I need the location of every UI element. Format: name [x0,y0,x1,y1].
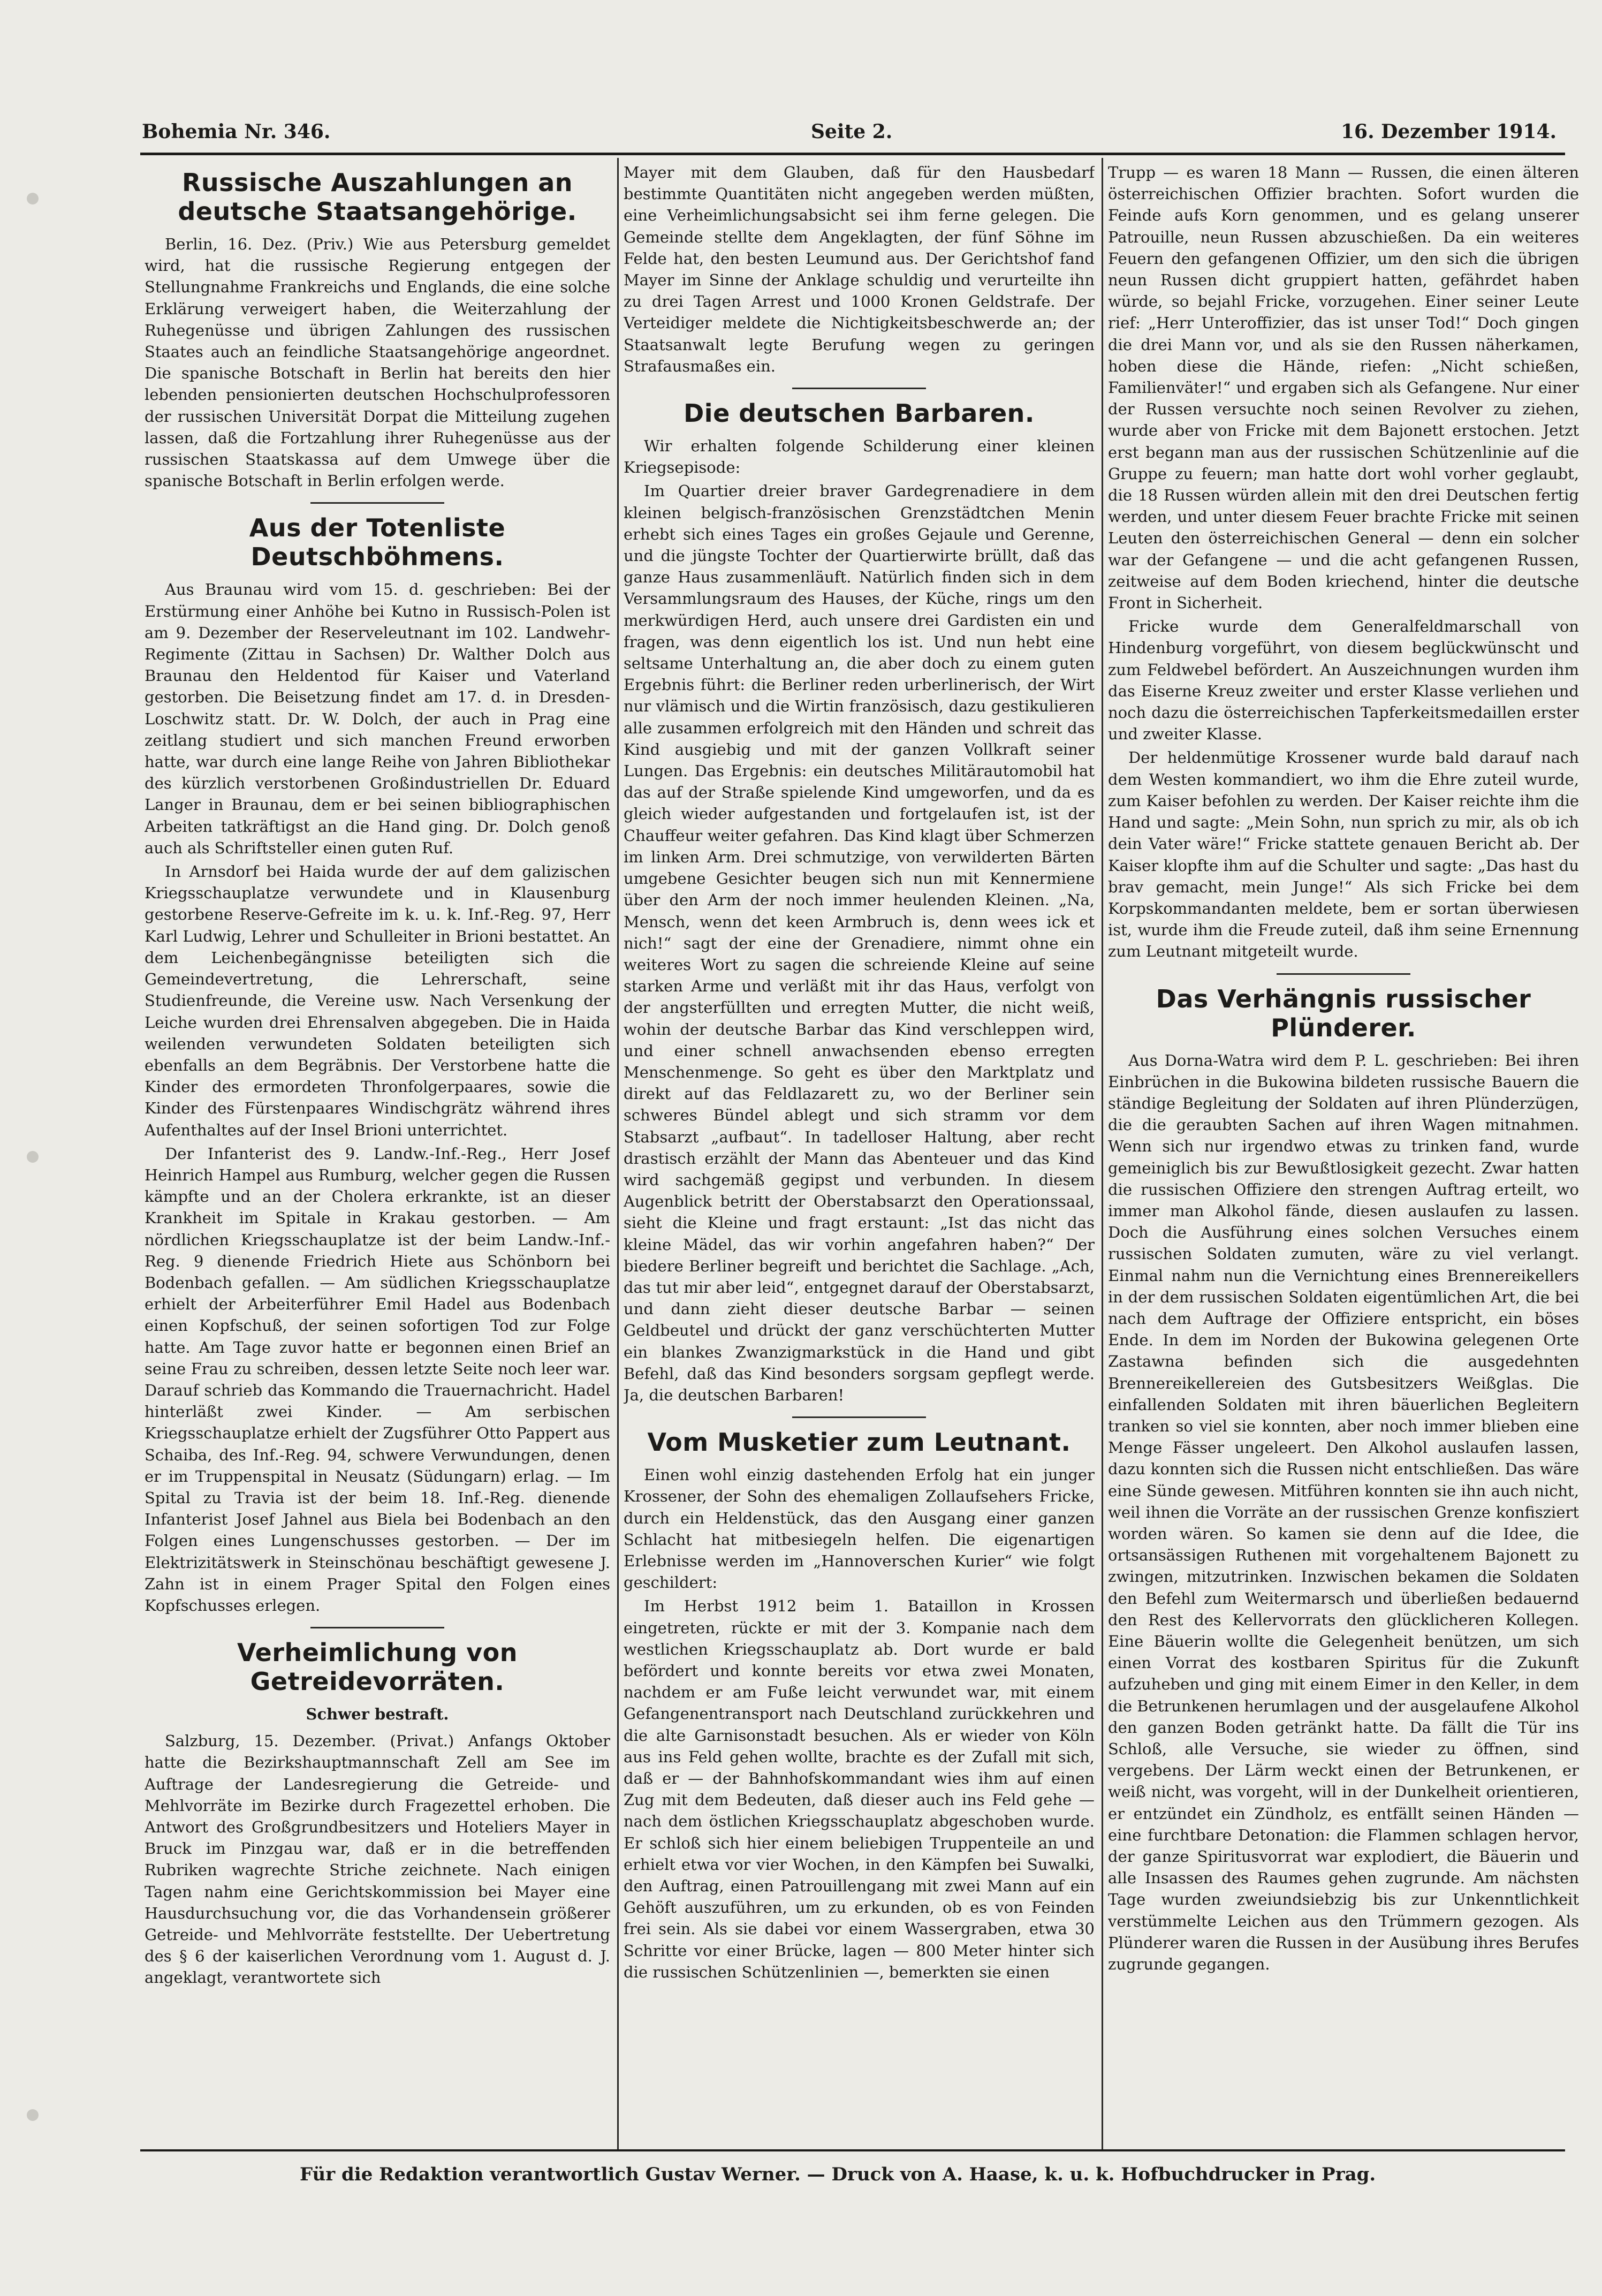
column-2 [624,162,1095,2148]
article-title: Das Verhängnis russischer Plünderer. [1156,984,1531,1042]
article-getreidevorraete [145,1638,610,1988]
article-paragraph: Wir erhalten folgende Schilderung einer kleinen Kriegsepisode: [624,437,1095,477]
imprint-footer: Für die Redaktion verantwortlich Gustav Werner. — Druck von A. Haase, k. u. k. Hofbuchdrucker in Prag. [300,2164,1376,2185]
article-title: Russische Auszahlungen an deutsche Staatsangehörige. [178,168,577,226]
article-paragraph: Einen wohl einzig dastehenden Erfolg hat ein junger Krossener, der Sohn des ehemaligen Zollaufsehers Fricke, durch ein Heldenstück, das den Ausgang einer ganzen Schlacht hat mitbesiegeln helfen. Die eigenartigen Erlebnisse werden im „Hannoverschen Kurier“ wie folgt geschildert: [624,1466,1095,1592]
article-separator [792,388,926,389]
article-paragraph: Aus Dorna-Watra wird dem P. L. geschrieben: Bei ihren Einbrüchen in die Bukowina bildeten russische Bauern die ständige Begleitung der Soldaten auf ihren Plünderzügen, die die geraubten Sachen auf ihren Wagen mitnahmen. Wenn sich nur irgendwo etwas zu trinken fand, wurde gemeiniglich bis zur Bewußtlosigkeit gezecht. Zwar hatten die russischen Offiziere den strengen Auftrag erteilt, wo immer man Alkohol fände, diesen auslaufen zu lassen. Doch die Ausführung eines solchen Versuches einem russischen Soldaten zumuten, wäre zu viel verlangt. Einmal nahm nun die Vernichtung eines Brennereikellers in der dem russischen Soldaten eigentümlichen Art, die bei nach dem Auftrage der Offiziere entspricht, ein böses Ende. In dem im Norden der Bukowina gelegenen Orte Zastawna befinden sich die ausgedehnten Brennereikellereien des Gutsbesitzers Weißglas. Die einfallenden Soldaten mit ihren bäuerlichen Begleitern tranken so viel sie konnten, aber noch immer blieben eine Menge Fässer ungeleert. Den Alkohol auslaufen lassen, dazu konnten sich die Russen nicht entschließen. Das wäre eine Sünde gewesen. Mitführen konnten sie ihn auch nicht, weil ihnen die Vorräte an der russischen Grenze konfisziert worden wären. So kamen sie denn auf die Idee, die ortsansässigen Ruthenen mit vorgehaltenem Bajonett zu zwingen, mitzutrinken. Inzwischen bekamen die Soldaten den Befehl zum Weitermarsch und überließen bedauernd den Rest des Kellervorrats den glücklicheren Kollegen. Eine Bäuerin wollte die Gelegenheit benützen, um sich einen Vorrat des kostbaren Spiritus für die Zukunft aufzuheben und ging mit einem Eimer in den Keller, in dem die Betrunkenen herumlagen und der ausgelaufene Alkohol den ganzen Boden getränkt hatte. Da fällt die Tür ins Schloß, alle Versuche, sie wieder zu öffnen, sind vergebens. Der Lärm weckt einen der Betrunkenen, er weiß nicht, was vorgeht, will in der Dunkelheit orientieren, er entzündet ein Zündholz, es entfällt seinen Händen — eine furchtbare Detonation: die Flammen schlagen hervor, der ganze Spiritusvorrat war explodiert, die Bäuerin und alle Insassen des Raumes gehen zugrunde. Am nächsten Tage wurden zweiundsiebzig bis zur Unkenntlichkeit verstümmelte Leichen aus den Trümmern gezogen. Als Plünderer waren die Russen in der Ausübung ihres Berufes zugrunde gegangen. [1108,1051,1579,1974]
article-paragraph: In Arnsdorf bei Haida wurde der auf dem galizischen Kriegsschauplatze verwundete und in Klausenburg gestorbene Reserve-Gefreite im k. u. k. Inf.-Reg. 97, Herr Karl Ludwig, Lehrer und Schulleiter in Brioni bestattet. An dem Leichenbegängnisse beteiligten sich die Gemeindevertretung, die Lehrerschaft, seine Studienfreunde, die Vereine usw. Nach Versenkung der Leiche wurden drei Ehrensalven abgegeben. Die in Haida weilenden verwundeten Soldaten beteiligten sich ebenfalls an dem Begräbnis. Der Verstorbene hatte die Kinder des ermordeten Thronfolgerpaares, sowie die Kinder des Fürstenpaares Windischgrätz während ihres Aufenthaltes auf der Insel Brioni unterrichtet. [145,862,610,1139]
column-rule [617,158,619,2149]
article-deutsche-barbaren [624,399,1095,1406]
article-russische-pluenderer [1108,984,1579,1975]
header-rule [140,153,1565,155]
article-subtitle: Schwer bestraft. [306,1705,449,1724]
footer-rule [140,2149,1565,2151]
article-paragraph: Berlin, 16. Dez. (Priv.) Wie aus Petersburg gemeldet wird, hat die russische Regierung entgegen der Stellungnahme Frankreichs und Englands, die eine solche Erklärung verweigert haben, die Weiterzahlung der Ruhegenüsse und übrigen Zahlungen des russischen Staates auch an feindliche Staatsangehörige angeordnet. Die spanische Botschaft in Berlin hat bereits den hier lebenden pensionierten deutschen Hochschulprofessoren der russischen Universität Dorpat die Mitteilung zugehen lassen, daß die Fortzahlung ihrer Ruhegenüsse aus der russischen Staatskassa auf dem Umwege über die spanische Botschaft in Berlin erfolgen werde. [145,235,610,490]
header-date: 16. Dezember 1914. [1341,120,1557,143]
article-paragraph: Der heldenmütige Krossener wurde bald darauf nach dem Westen kommandiert, wo ihm die Ehre zuteil wurde, zum Kaiser befohlen zu werden. Der Kaiser reichte ihm die Hand und sagte: „Mein Sohn, nun sprich zu mir, als ob ich dein Vater wäre!“ Fricke stattete genauen Bericht ab. Der Kaiser klopfte ihm auf die Schulter und sagte: „Das hast du brav gemacht, mein Junge!“ Als sich Fricke bei dem Korpskommandanten meldete, bem er sortan überwiesen ist, wurde ihm die Freude zuteil, daß ihm seine Ernennung zum Leutnant mitgeteilt wurde. [1108,748,1579,961]
column-3 [1108,162,1579,2148]
binding-hole [27,193,39,204]
article-title: Die deutschen Barbaren. [684,399,1035,428]
article-musketier-leutnant [624,1428,1095,1983]
article-totenliste [145,513,610,1616]
column-rule [1102,158,1103,2149]
column-1 [145,162,610,2148]
article-paragraph: Der Infanterist des 9. Landw.-Inf.-Reg., Herr Josef Heinrich Hampel aus Rumburg, welcher gegen die Russen kämpfte und an der Cholera erkrankte, ist an dieser Krankheit im Spitale in Krakau gestorben. — Am nördlichen Kriegsschauplatze ist der beim Landw.-Inf.-Reg. 9 dienende Friedrich Hiete aus Schönborn bei Bodenbach gefallen. — Am südlichen Kriegsschauplatze erhielt der Arbeiterführer Emil Hadel aus Bodenbach einen Kopfschuß, der seinen sofortigen Tod zur Folge hatte. Am Tage zuvor hatte er begonnen einen Brief an seine Frau zu schreiben, dessen letzte Seite noch leer war. Darauf schrieb das Kommando die Trauernachricht. Hadel hinterläßt zwei Kinder. — Am serbischen Kriegsschauplatze erhielt der Zugsführer Otto Pappert aus Schaiba, des Inf.-Reg. 94, schwere Verwundungen, denen er im Truppenspital in Neusatz (Südungarn) erlag. — Im Spital zu Travia ist der beim 18. Inf.-Reg. dienende Infanterist Josef Jahnel aus Biela bei Bodenbach an den Folgen eines Lungenschusses gestorben. — Der im Elektrizitätswerk in Steinschönau beschäftigt gewesene J. Zahn ist in einem Prager Spital den Folgen eines Kopfschusses erlegen. [145,1144,610,1615]
article-paragraph: Im Quartier dreier braver Gardegrenadiere in dem kleinen belgisch-französischen Grenzstädtchen Menin erhebt sich eines Tages ein großes Gejaule und Gerenne, und die jüngste Tochter der Quartierwirte brüllt, daß das ganze Haus zusammenläuft. Natürlich finden sich in dem Versammlungsraum des Hauses, der Küche, rings um den merkwürdigen Herd, auch unsere drei Gardisten ein und fragen, was denn eigentlich los ist. Und nun hebt eine seltsame Unterhaltung an, die aber doch zu einem guten Ergebnis führt: die Berliner reden urberlinerisch, der Wirt nur vlämisch und die Wirtin französisch, dazu gestikulieren alle zusammen erfolgreich mit den Händen und schreit das Kind ausgiebig und mit der ganzen Vollkraft seiner Lungen. Das Ergebnis: ein deutsches Militärautomobil hat das auf der Straße spielende Kind umgeworfen, und da es gleich wieder aufgestanden und fortgelaufen ist, ist der Chauffeur weiter gefahren. Das Kind klagt über Schmerzen im linken Arm. Drei schmutzige, von verwilderten Bärten umgebene Gesichter beugen sich nun mit Kennermiene über den Arm der noch immer heulenden Kleinen. „Na, Mensch, wenn det keen Armbruch is, denn wees ick et nich!“ sagt der eine der Grenadiere, nimmt ohne ein weiteres Wort zu sagen die schreiende Kleine auf seine starken Arme und verläßt mit ihr das Haus, verfolgt von der angsterfüllten und erregten Mutter, die nicht weiß, wohin der deutsche Barbar das Kind verschleppen wird, und einer schnell anwachsenden ebenso erregten Menschenmenge. So geht es über den Marktplatz und direkt auf das Feldlazarett zu, wo der Berliner sein schweres Bündel ablegt und sich stramm vor dem Stabsarzt „aufbaut“. In tadelloser Haltung, aber recht drastisch erzählt der Mann das Abenteuer und das Kind wird sachgemäß gegipst und verbunden. In diesem Augenblick betritt der Oberstabsarzt den Operationssaal, sieht die Kleine und fragt erstaunt: „Ist das nicht das kleine Mädel, das wir vorhin angefahren haben?“ Der biedere Berliner begreift und berichtet die Sachlage. „Ach, das tut mir aber leid“, entgegnet darauf der Oberstabsarzt, und dann zieht dieser deutsche Barbar — seinen Geldbeutel und drückt der ganz verschüchterten Mutter ein blankes Zwanzigmarkstück in die Hand und gibt Befehl, daß das Kind besonders sorgsam gepflegt werde. Ja, die deutschen Barbaren! [624,482,1095,1404]
article-paragraph: Im Herbst 1912 beim 1. Bataillon in Krossen eingetreten, rückte er mit der 3. Kompanie nach dem westlichen Kriegsschauplatz ab. Dort wurde er bald befördert und konnte bereits vor etwa zwei Monaten, nachdem er am Fuße leicht verwundet war, mit einem Gefangenentransport nach Deutschland zurückkehren und die alte Garnisonstadt besuchen. Als er wieder von Köln aus ins Feld gehen wollte, brachte es der Zufall mit sich, daß er — der Bahnhofskommandant wies ihm auf einen Zug mit dem Bedeuten, daß dieser auch ins Feld gehe — nach dem östlichen Kriegsschauplatz abgeschoben wurde. Er schloß sich hier einem beliebigen Truppenteile an und erhielt etwa vor vier Wochen, in den Kämpfen bei Suwalki, den Auftrag, einen Patrouillengang mit zwei Mann auf ein Gehöft auszuführen, um zu erkunden, ob es von Feinden frei sein. Als sie dabei vor einem Wassergraben, etwa 30 Schritte vor einer Brücke, lagen — 800 Meter hinter sich die russischen Schützenlinien —, bemerkten sie einen [624,1597,1095,1981]
article-separator [310,502,444,504]
article-paragraph: Fricke wurde dem Generalfeldmarschall von Hindenburg vorgeführt, von diesem beglückwünscht und zum Feldwebel befördert. An Auszeichnungen wurden ihm das Eiserne Kreuz zweiter und erster Klasse verliehen und noch dazu die österreichischen Tapferkeitsmedaillen erster und zweiter Klasse. [1108,617,1579,744]
article-paragraph: Salzburg, 15. Dezember. (Privat.) Anfangs Oktober hatte die Bezirkshauptmannschaft Zell am See im Auftrage der Landesregierung die Getreide- und Mehlvorräte im Bezirke durch Fragezettel erhoben. Die Antwort des Großgrundbesitzers und Hoteliers Mayer in Bruck im Pinzgau war, daß er in die betreffenden Rubriken wagrechte Striche zeichnete. Nach einigen Tagen nahm eine Gerichtskommission bei Mayer eine Hausdurchsuchung vor, die das Vorhandensein größerer Getreide- und Mehlvorräte feststellte. Der Uebertretung des § 6 der kaiserlichen Verordnung vom 1. August d. J. angeklagt, verantwortete sich [145,1732,610,1987]
article-paragraph-continued: Mayer mit dem Glauben, daß für den Hausbedarf bestimmte Quantitäten nicht angegeben werden müßten, eine Verheimlichungsabsicht sei ihm ferne gelegen. Die Gemeinde stellte dem Angeklagten, der fünf Söhne im Felde hat, den besten Leumund aus. Der Gerichtshof fand Mayer im Sinne der Anklage schuldig und verurteilte ihn zu drei Tagen Arrest und 1000 Kronen Geldstrafe. Der Verteidiger meldete die Nichtigkeitsbeschwerde an; der Staatsanwalt legte Berufung wegen zu geringen Strafausmaßes ein. [624,163,1095,375]
header-page-number: Seite 2. [811,120,893,143]
article-title: Verheimlichung von Getreidevorräten. [237,1638,518,1696]
header-issue: Bohemia Nr. 346. [142,120,331,143]
article-separator [1277,973,1410,975]
article-title: Aus der Totenliste Deutschböhmens. [249,513,506,572]
article-title: Vom Musketier zum Leutnant. [647,1428,1071,1457]
article-separator [792,1416,926,1418]
binding-hole [27,1151,39,1163]
article-paragraph-continued: Trupp — es waren 18 Mann — Russen, die einen älteren österreichischen Offizier brachten. Sofort wurden die Feinde aufs Korn genommen, und es gelang unserer Patrouille, neun Russen abzuschießen. Da ein weiteres Feuern den gefangenen Offizier, um den sich die übrigen neun Russen dicht gruppiert hatten, gefährdet haben würde, so bejahl Fricke, vorzugehen. Einer seiner Leute rief: „Herr Unteroffizier, das ist unser Tod!“ Doch gingen die drei Mann vor, und als sie den Russen näherkamen, hoben diese die Hände, riefen: „Nicht schießen, Familienväter!“ und ergaben sich als Gefangene. Nur einer der Russen versuchte noch seinen Revolver zu ziehen, wurde aber von Fricke mit dem Bajonett erstochen. Jetzt erst begann man aus der russischen Schützenlinie auf die Gruppe zu feuern; man hatte dort wohl vorher geglaubt, die 18 Russen würden allein mit den drei Deutschen fertig werden, und unter diesem Feuer brachte Fricke mit seinen Leuten den österreichischen General — denn ein solcher war der Gefangene — und die acht gefangenen Russen, zeitweise auf dem Boden kriechend, hinter die deutsche Front in Sicherheit. [1108,163,1579,612]
article-paragraph: Aus Braunau wird vom 15. d. geschrieben: Bei der Erstürmung einer Anhöhe bei Kutno in Russisch-Polen ist am 9. Dezember der Reserveleutnant im 102. Landwehr-Regimente (Zittau in Sachsen) Dr. Walther Dolch aus Braunau den Heldentod für Kaiser und Vaterland gestorben. Die Beisetzung findet am 17. d. in Dresden-Loschwitz statt. Dr. W. Dolch, der auch in Prag eine zeitlang studiert und sich manchen Freund erworben hatte, war durch eine lange Reihe von Jahren Bibliothekar des kürzlich verstorbenen Großindustriellen Dr. Eduard Langer in Braunau, dem er bei seinen bibliographischen Arbeiten tatkräftigst an die Hand ging. Dr. Dolch genoß auch als Schriftsteller einen guten Ruf. [145,580,610,857]
article-russische-auszahlungen [145,168,610,491]
binding-hole [27,2109,39,2121]
article-separator [310,1627,444,1628]
